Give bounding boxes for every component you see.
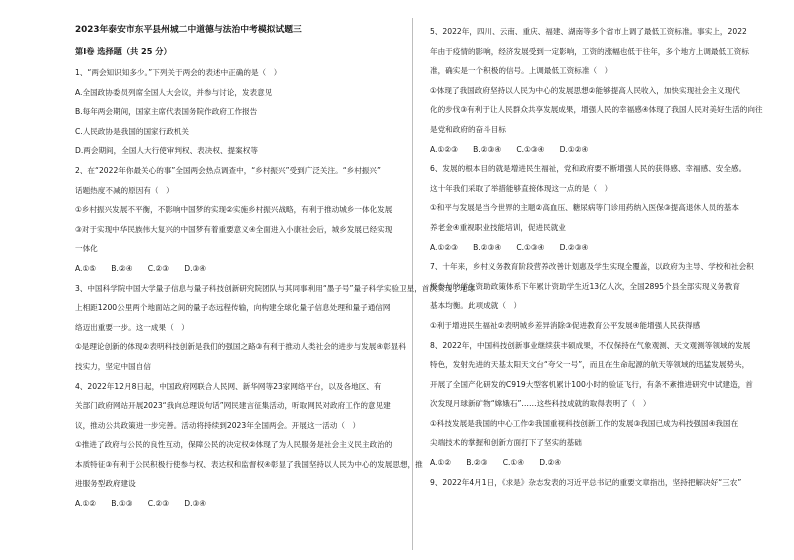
text-line: 极参与的学生资助政策体系下年累计资助学生近13亿人次，全国2895个县全部实现义务教育 [430, 281, 740, 291]
text-line: 议，推动公共政策进一步完善。活动将持续到2023年全国两会。开展这一活动（ ） [75, 420, 361, 430]
text-line: ①是理论创新的体现②表明科技创新是我们的强国之路③有利于推动人类社会的进步与发展④彰显科 [75, 342, 406, 352]
text-line: 关部门政府网站开展2023“我向总理说句话”网民建言征集活动，听取网民对政府工作的意见建 [75, 401, 391, 411]
text-line: 上相距1200公里两个地面站之间的量子态远程传输，向构建全球化量子信息处理和量子通信网 [75, 303, 391, 313]
text-line: A.①② B.②③ C.①④ D.②④ [430, 458, 562, 468]
text-line: 特色，发射先进的天基太阳天文台“夸父一号”，而且在生命起源的航天等领域的迅猛发展势头， [430, 360, 750, 370]
text-line: 一体化 [75, 244, 98, 254]
text-line: 3、中国科学院中国大学量子信息与量子科技创新研究院团队与其同事利用“墨子号”量子科学实验卫星，首次实现了地球 [75, 283, 475, 293]
right-column [430, 22, 770, 492]
text-line: 技实力，坚定中国自信 [75, 361, 151, 371]
text-line: ①和平与发展是当今世界的主题②高血压、糖尿病等门诊用药纳入医保③提高退休人员的基本 [430, 203, 739, 213]
text-line: 2、在“2022年你最关心的事”全国两会热点调查中，“乡村振兴”受到广泛关注。“乡村振兴” [75, 165, 381, 175]
text-line: A.①② B.①③ C.②③ D.③④ [75, 499, 207, 509]
text-line: ①科技发展是我国的中心工作②我国重视科技创新工作的发展③我国已成为科技强国④我国在 [430, 418, 739, 428]
text-line: 络迈出重要一步。这一成果（ ） [75, 322, 189, 332]
text-line: 养老金④重视职业技能培训，促进民就业 [430, 222, 566, 232]
text-line: A.①⑤ B.②④ C.②③ D.③④ [75, 263, 207, 273]
text-line: A.①②③ B.②③④ C.①③④ D.②③④ [430, 242, 589, 252]
right-question-lines [430, 22, 770, 492]
text-line: B.每年两会期间，国家主席代表国务院作政府工作报告 [75, 107, 258, 117]
exam-title: 2023年泰安市东平县州城二中道德与法治中考模拟试题三 [75, 25, 302, 35]
text-line: A.①②③ B.②③④ C.①③④ D.①②④ [430, 144, 589, 154]
text-line: 话题热度不减的原因有（ ） [75, 185, 174, 195]
text-line: 8、2022年，中国科技创新事业继续获丰硕成果，不仅保持在气象观测、天文观测等领域的发展 [430, 340, 751, 350]
text-line: 6、发展的根本目的就是增进民生福祉，党和政府要不断增强人民的获得感、幸福感、安全感。 [430, 164, 747, 174]
text-line: 基本均衡。此项成就（ ） [430, 301, 522, 311]
text-line: 9、2022年4月1日，《求是》杂志发表的习近平总书记的重要文章指出，坚持把解决好“三农” [430, 477, 742, 487]
text-line: D.两会期间，全国人大行使审判权、表决权、提案权等 [75, 146, 258, 156]
text-line: 准，确实是一个积极的信号。上调最低工资标准（ ） [430, 66, 613, 76]
text-line: ①推进了政府与公民的良性互动，保障公民的决定权②体现了为人民服务是社会主义民主政治的 [75, 440, 393, 450]
text-line: 是党和政府的奋斗目标 [430, 124, 506, 134]
text-line: 进服务型政府建设 [75, 479, 136, 489]
text-line: 7、十年来，乡村义务教育阶段营养改善计划惠及学生实现全覆盖，以政府为主导、学校和社会积 [430, 262, 754, 272]
text-line: 4、2022年12月8日起，中国政府网联合人民网、新华网等23家网络平台，以及各地区、有 [75, 381, 382, 391]
text-line: A.全国政协委员列席全国人大会议，并参与讨论，发表意见 [75, 87, 273, 97]
text-line: 5、2022年，四川、云南、重庆、福建、湖南等多个省市上调了最低工资标准。事实上，2022 [430, 27, 747, 36]
text-line: C.人民政协是我国的国家行政机关 [75, 126, 190, 136]
text-line: ①乡村振兴发展不平衡，不影响中国梦的实现②实施乡村振兴战略，有利于推动城乡一体化发展 [75, 205, 393, 215]
text-line: 开展了全国产化研发的C919大型客机累计100小时的验证飞行，有条不紊推进研究中试建造，首 [430, 379, 753, 389]
text-line: 化的步伐③有利于让人民群众共享发展成果，增强人民的幸福感④体现了我国人民对美好生活的向往 [430, 105, 763, 115]
text-line: ①利于增进民生福祉②表明城乡差异消除③促进教育公平发展④能增强人民获得感 [430, 320, 701, 330]
text-line: 本质特征③有利于公民积极行使参与权、表达权和监督权④彰显了我国坚持以人民为中心的发展思想，推 [75, 459, 423, 469]
text-line: 次发现月球新矿物“嫦娥石”……这些科技成就的取得表明了（ ） [430, 399, 651, 409]
section-heading: 第Ⅰ卷 选择题（共 25 分） [75, 46, 172, 56]
text-line: 年由于疫情的影响，经济发展受到一定影响，工资的涨幅也低于往年，多个地方上调最低工资标 [430, 46, 749, 56]
text-line: ③对于实现中华民族伟大复兴的中国梦有着重要意义④全面进入小康社会后，城乡发展已经实现 [75, 224, 393, 234]
text-line: 这十年我们采取了举措能够直接体现这一点的是（ ） [430, 183, 613, 193]
text-line: ①体现了我国政府坚持以人民为中心的发展思想②能够提高人民收入，加快实现社会主义现代 [430, 85, 740, 95]
text-line: 尖端技术的掌握和创新方面打下了坚实的基础 [430, 438, 582, 448]
text-line: 1、“两会知识知多少。”下列关于两会的表述中正确的是（ ） [75, 68, 282, 77]
